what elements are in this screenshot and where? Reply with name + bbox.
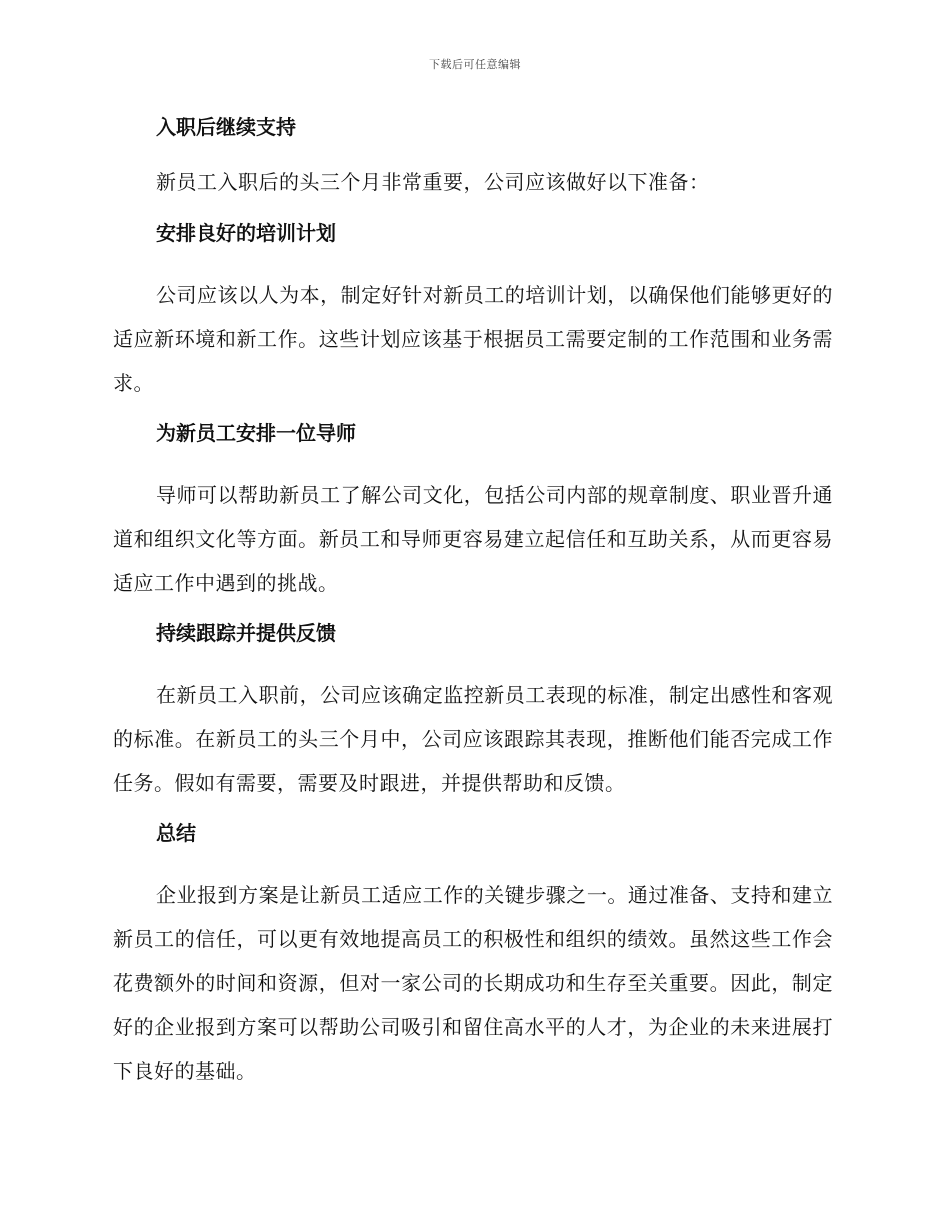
section-heading-mentor: 为新员工安排一位导师 <box>156 421 356 445</box>
section-heading-summary: 总结 <box>156 821 196 845</box>
section-paragraph-mentor: 导师可以帮助新员工了解公司文化，包括公司内部的规章制度、职业晋升通道和组织文化等方面。新员工和导师更容易建立起信任和互助关系，从而更容易适应工作中遇到的挑战。 <box>113 483 833 595</box>
section-heading-tracking-feedback: 持续跟踪并提供反馈 <box>156 621 336 645</box>
section-paragraph-summary: 企业报到方案是让新员工适应工作的关键步骤之一。通过准备、支持和建立新员工的信任，可以更有效地提高员工的积极性和组织的绩效。虽然这些工作会花费额外的时间和资源，但对一家公司的长期成功和生存至关重要。因此，制定好的企业报到方案可以帮助公司吸引和留住高水平的人才，为企业的未来进展打下良好的基础。 <box>113 883 833 1083</box>
section-paragraph-training-plan: 公司应该以人为本，制定好针对新员工的培训计划，以确保他们能够更好的适应新环境和新工作。这些计划应该基于根据员工需要定制的工作范围和业务需求。 <box>113 283 833 395</box>
section-paragraph-onboarding-support: 新员工入职后的头三个月非常重要，公司应该做好以下准备： <box>156 170 710 194</box>
page-header-note: 下载后可任意编辑 <box>429 58 521 71</box>
section-paragraph-tracking-feedback: 在新员工入职前，公司应该确定监控新员工表现的标准，制定出感性和客观的标准。在新员工的头三个月中，公司应该跟踪其表现，推断他们能否完成工作任务。假如有需要，需要及时跟进，并提供帮助和反馈。 <box>113 683 833 795</box>
section-heading-training-plan: 安排良好的培训计划 <box>156 221 336 245</box>
document-body <box>113 112 833 1106</box>
section-heading-onboarding-support: 入职后继续支持 <box>156 115 296 139</box>
